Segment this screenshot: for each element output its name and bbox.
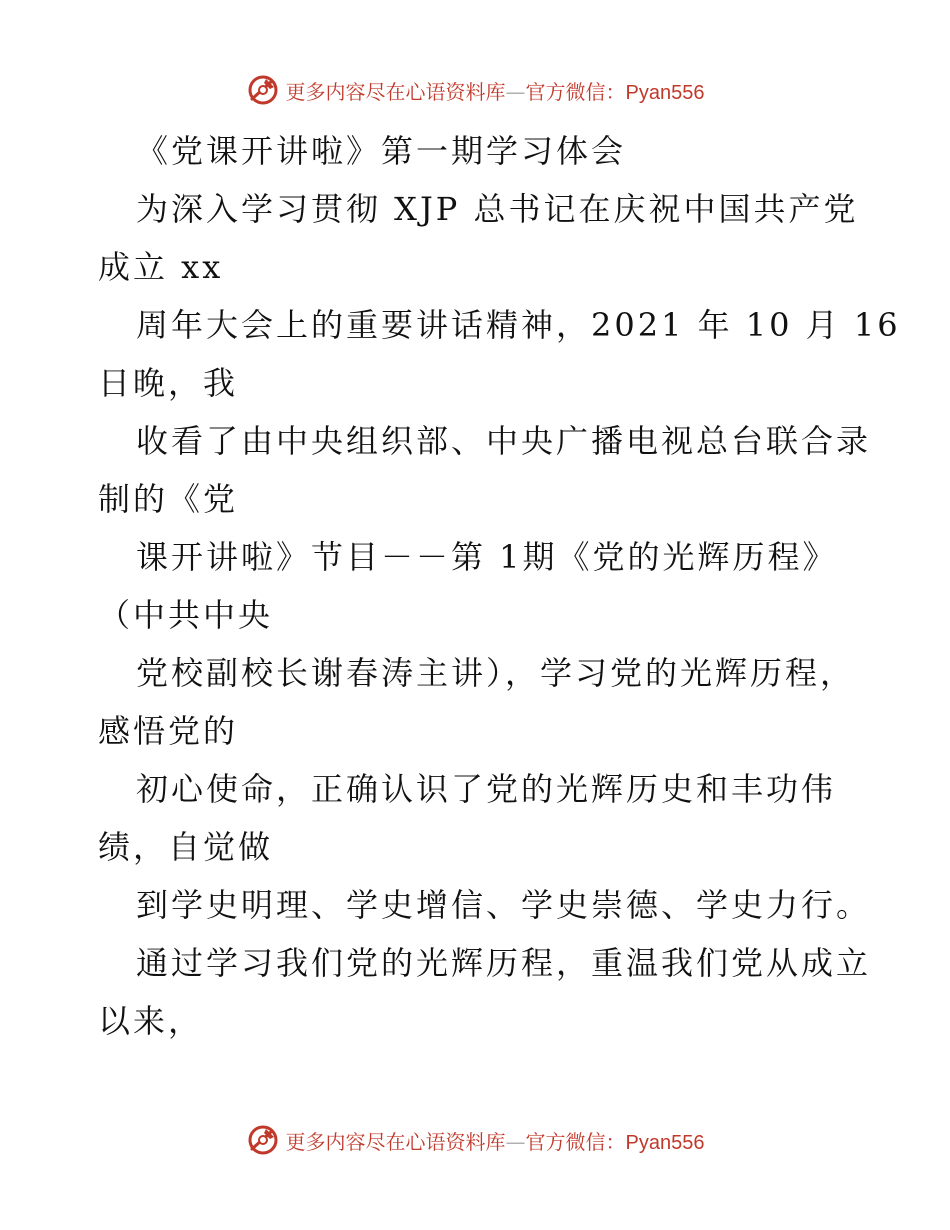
header-watermark	[0, 70, 950, 110]
doc-line: （中共中央	[98, 596, 274, 634]
watermark-separator: —	[505, 79, 526, 104]
watermark-brand: 更多内容尽在心语资料库	[285, 79, 506, 104]
doc-line: 课开讲啦》节目－－第 1期《党的光辉历程》	[136, 538, 838, 576]
pen-swirl-logo-icon	[246, 1123, 280, 1157]
doc-line: 为深入学习贯彻 XJP 总书记在庆祝中国共产党	[136, 190, 859, 228]
watermark-wechat-label: 官方微信：	[525, 79, 626, 104]
watermark-wechat-id: Pyan556	[625, 81, 705, 104]
doc-line: 初心使命，正确认识了党的光辉历史和丰功伟	[136, 770, 837, 808]
doc-title: 《党课开讲啦》第一期学习体会	[136, 132, 627, 170]
doc-line: 周年大会上的重要讲话精神，2021 年 10 月 16	[136, 306, 901, 344]
doc-line: 通过学习我们党的光辉历程，重温我们党从成立	[136, 944, 872, 982]
doc-line: 到学史明理、学史增信、学史崇德、学史力行。	[136, 886, 872, 924]
watermark-separator: —	[505, 1129, 526, 1154]
doc-line: 感悟党的	[98, 712, 239, 750]
pen-swirl-logo-icon	[246, 73, 280, 107]
doc-line: 以来，	[98, 1002, 204, 1040]
doc-line: 制的《党	[98, 480, 239, 518]
doc-line: 成立 xx	[98, 248, 224, 286]
doc-line: 党校副校长谢春涛主讲），学习党的光辉历程，	[136, 654, 856, 692]
doc-line: 日晚，我	[98, 364, 239, 402]
doc-line: 绩，自觉做	[98, 828, 274, 866]
document-body	[98, 122, 901, 1050]
watermark-wechat-id: Pyan556	[625, 1131, 705, 1154]
watermark-text	[286, 1126, 705, 1155]
watermark-text	[286, 76, 705, 105]
doc-line: 收看了由中央组织部、中央广播电视总台联合录	[136, 422, 872, 460]
watermark-wechat-label: 官方微信：	[525, 1129, 626, 1154]
watermark-brand: 更多内容尽在心语资料库	[285, 1129, 506, 1154]
footer-watermark	[0, 1120, 950, 1160]
